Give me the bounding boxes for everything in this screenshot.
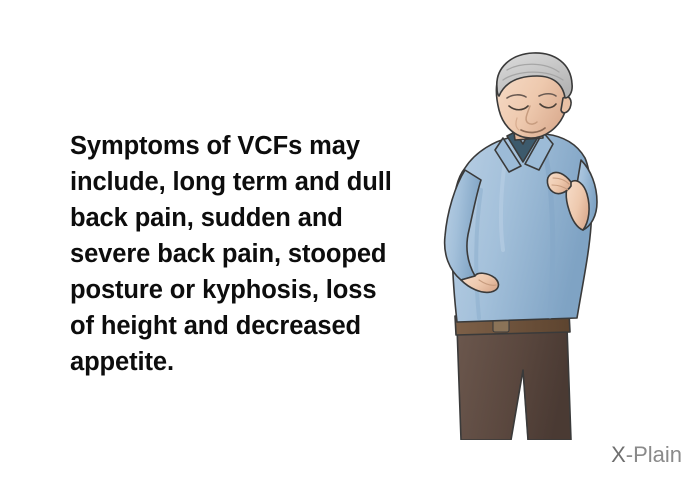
elderly-man-with-back-pain-illustration bbox=[395, 40, 665, 440]
page-title: Symptoms of VCFs may include, long term and dull back pain, sudden and severe back pain, stooped posture or kyphosis, loss of height and decreased appetite. bbox=[70, 132, 392, 376]
logo-suffix: -Plain bbox=[625, 442, 682, 467]
shirt-shape bbox=[452, 134, 592, 322]
logo-prefix: X bbox=[611, 442, 626, 467]
trousers-shape bbox=[457, 327, 571, 440]
brand-logo bbox=[611, 442, 682, 468]
